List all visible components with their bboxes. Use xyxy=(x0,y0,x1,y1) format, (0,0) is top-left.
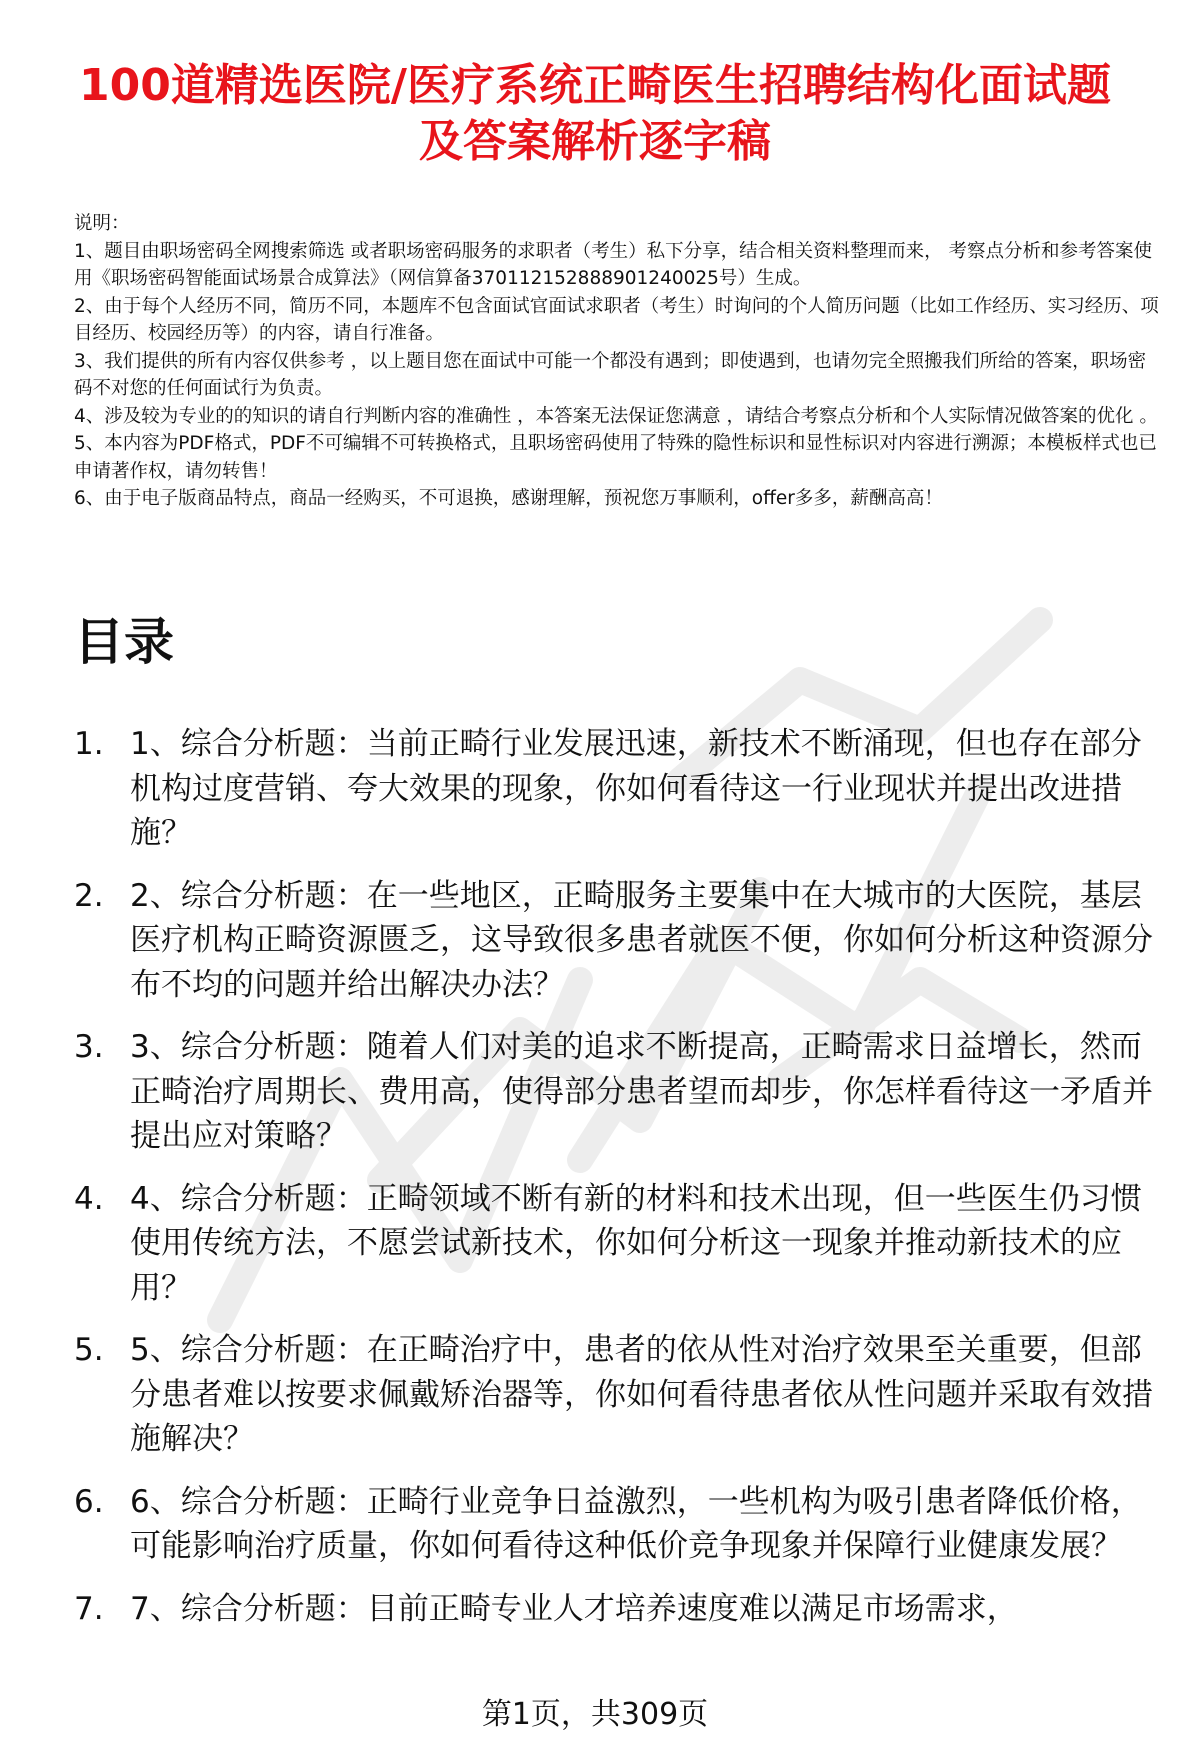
toc-item[interactable] xyxy=(74,1328,1170,1462)
toc-item-text[interactable]: 5、综合分析题：在正畸治疗中，患者的依从性对治疗效果至关重要，但部分患者难以按要求佩戴矫治器等，你如何看待患者依从性问题并采取有效措施解决？ xyxy=(130,1332,1153,1457)
toc-item-text[interactable]: 7、综合分析题：目前正畸专业人才培养速度难以满足市场需求， xyxy=(130,1590,1018,1627)
notes-block xyxy=(74,210,1164,513)
toc-item-text[interactable]: 2、综合分析题：在一些地区，正畸服务主要集中在大城市的大医院，基层医疗机构正畸资源匮乏，这导致很多患者就医不便，你如何分析这种资源分布不均的问题并给出解决办法？ xyxy=(130,877,1153,1003)
toc-item[interactable] xyxy=(74,1025,1170,1159)
toc-item[interactable] xyxy=(74,1177,1170,1311)
toc-item[interactable] xyxy=(74,1480,1170,1569)
toc-item-text[interactable]: 6、综合分析题：正畸行业竞争日益激烈，一些机构为吸引患者降低价格，可能影响治疗质量，你如何看待这种低价竞争现象并保障行业健康发展？ xyxy=(130,1483,1142,1564)
toc-item-number: 6. xyxy=(74,1483,104,1520)
toc-item-number: 1. xyxy=(74,726,104,762)
notes-heading: 说明： xyxy=(74,213,130,234)
note-item: 3、我们提供的所有内容仅供参考 ，以上题目您在面试中可能一个都没有遇到；即使遇到，也请勿完全照搬我们所给的答案，职场密码不对您的任何面试行为负责。 xyxy=(74,350,1147,399)
toc-item[interactable] xyxy=(74,722,1170,856)
toc-item-text[interactable]: 4、综合分析题：正畸领域不断有新的材料和技术出现，但一些医生仍习惯使用传统方法，不愿尝试新技术，你如何分析这一现象并推动新技术的应用？ xyxy=(130,1180,1142,1306)
toc-item-number: 2. xyxy=(74,877,104,914)
toc-heading: 目录 xyxy=(74,613,174,671)
note-item: 1、题目由职场密码全网搜索筛选 或者职场密码服务的求职者（考生）私下分享，结合相关资料整理而来， 考察点分析和参考答案使用《职场密码智能面试场景合成算法》（网信算备370112152888901240025号）生成。 xyxy=(74,240,1153,289)
toc-item-number: 5. xyxy=(74,1332,104,1368)
toc-item[interactable] xyxy=(74,1587,1170,1632)
table-of-contents xyxy=(74,722,1170,1649)
toc-item-number: 7. xyxy=(74,1590,104,1627)
note-item: 4、涉及较为专业的的知识的请自行判断内容的准确性 ，本答案无法保证您满意 ，请结合考察点分析和个人实际情况做答案的优化 。 xyxy=(74,405,1158,427)
page-footer: 第1页，共309页 xyxy=(481,1697,709,1732)
note-item: 6、由于电子版商品特点，商品一经购买，不可退换，感谢理解，预祝您万事顺利，offer多多，薪酬高高！ xyxy=(74,488,943,509)
toc-item[interactable] xyxy=(74,874,1170,1008)
toc-item-number: 3. xyxy=(74,1029,104,1065)
toc-item-number: 4. xyxy=(74,1180,104,1217)
note-item: 2、由于每个人经历不同，简历不同，本题库不包含面试官面试求职者（考生）时询问的个人简历问题（比如工作经历、实习经历、项目经历、校园经历等）的内容，请自行准备。 xyxy=(74,295,1159,344)
note-item: 5、本内容为PDF格式，PDF不可编辑不可转换格式，且职场密码使用了特殊的隐性标识和显性标识对内容进行溯源；本模板样式也已申请著作权，请勿转售！ xyxy=(74,433,1157,482)
document-title: 100道精选医院/医疗系统正畸医生招聘结构化面试题及答案解析逐字稿 xyxy=(79,60,1111,167)
toc-item-text[interactable]: 1、综合分析题：当前正畸行业发展迅速，新技术不断涌现，但也存在部分机构过度营销、夸大效果的现象，你如何看待这一行业现状并提出改进措施？ xyxy=(130,726,1142,851)
toc-item-text[interactable]: 3、综合分析题：随着人们对美的追求不断提高，正畸需求日益增长，然而正畸治疗周期长、费用高，使得部分患者望而却步，你怎样看待这一矛盾并提出应对策略？ xyxy=(130,1029,1153,1154)
